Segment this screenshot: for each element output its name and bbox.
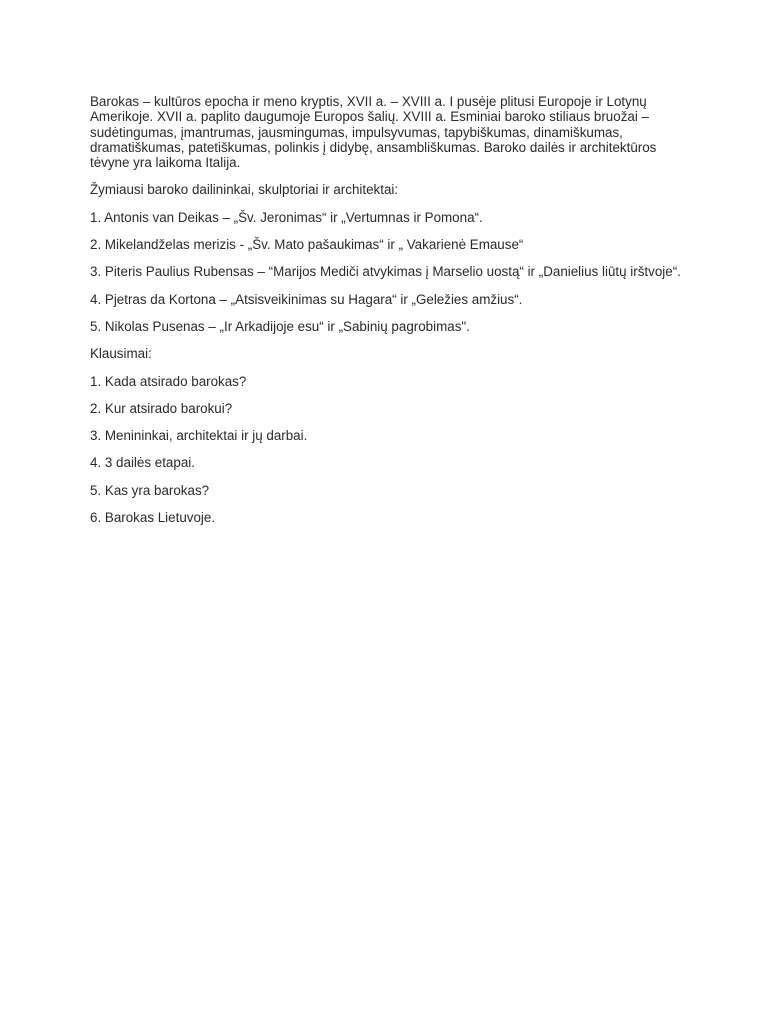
artist-item-5: 5. Nikolas Pusenas – „Ir Arkadijoje esu“ ir „Sabinių pagrobimas". (90, 318, 470, 334)
artists-heading: Žymiausi baroko dailininkai, skulptoriai ir architektai: (90, 182, 399, 198)
document-page (90, 94, 690, 537)
questions-heading: Klausimai: (90, 346, 152, 362)
question-item-6: 6. Barokas Lietuvoje. (90, 510, 216, 526)
question-item-2: 2. Kur atsirado barokui? (90, 400, 233, 416)
artist-item-1: 1. Antonis van Deikas – „Šv. Jeronimas“ ir „Vertumnas ir Pomona“. (90, 209, 483, 225)
question-item-4: 4. 3 dailės etapai. (90, 455, 195, 471)
question-item-1: 1. Kada atsirado barokas? (90, 373, 247, 389)
question-item-3: 3. Menininkai, architektai ir jų darbai. (90, 428, 308, 444)
intro-paragraph: Barokas – kultūros epocha ir meno kryptis, XVII a. – XVIII a. I pusėje plitusi Europoje ir Lotynų Amerikoje. XVII a. paplito daugumoje Europos šalių. XVIII a. Esminiai baroko stiliaus bruožai – sudėtingumas, įmantrumas, jausmingumas, impulsyvumas, tapybiškumas, dinamiškumas, dramatiškumas, patetiškumas, polinkis į didybę, ansambliškumas. Baroko dailės ir architektūros tėvyne yra laikoma Italija. (90, 94, 657, 171)
artist-item-3: 3. Piteris Paulius Rubensas – “Marijos Mediči atvykimas į Marselio uostą“ ir „Danielius liūtų irštvoje“. (90, 264, 681, 280)
question-item-5: 5. Kas yra barokas? (90, 482, 210, 498)
artist-item-2: 2. Mikelandželas merizis - „Šv. Mato pašaukimas“ ir „ Vakarienė Emause“ (90, 237, 524, 253)
artist-item-4: 4. Pjetras da Kortona – „Atsisveikinimas su Hagara“ ir „Geležies amžius“. (90, 291, 523, 307)
